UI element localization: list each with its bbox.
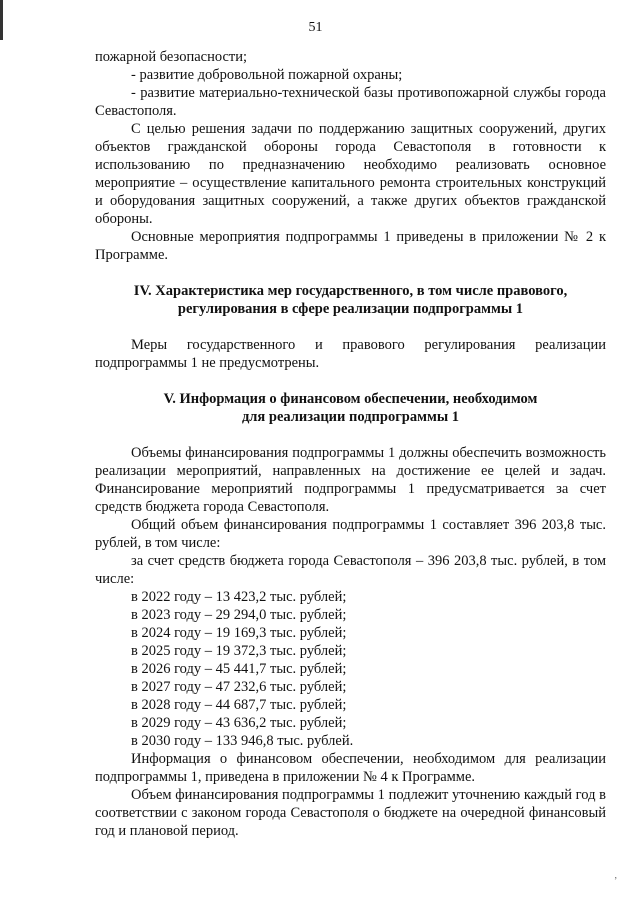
- section-5-paragraph-1: Объемы финансирования подпрограммы 1 должны обеспечить возможность реализации мероприятий, направленных на достижение ее целей и задач. Финансирование мероприятий подпрограммы 1 предусматривается за счет средств бюджета города Севастополя.: [95, 445, 606, 515]
- list-item-volunteer-fire: - развитие добровольной пожарной охраны;: [131, 67, 403, 83]
- section-5-heading: [95, 390, 606, 426]
- year-item-2026: в 2026 году – 45 441,7 тыс. рублей;: [131, 661, 347, 677]
- paragraph-continuation: пожарной безопасности;: [95, 49, 248, 65]
- corner-mark: ,: [614, 870, 617, 881]
- section-5-paragraph-2: Общий объем финансирования подпрограммы 1 составляет 396 203,8 тыс. рублей, в том числе:: [95, 517, 606, 551]
- year-item-2024: в 2024 году – 19 169,3 тыс. рублей;: [131, 625, 347, 641]
- list-item-fire-service-base: - развитие материально-технической базы противопожарной службы города Севастополя.: [95, 85, 606, 119]
- year-item-2027: в 2027 году – 47 232,6 тыс. рублей;: [131, 679, 347, 695]
- year-item-2030: в 2030 году – 133 946,8 тыс. рублей.: [131, 733, 354, 749]
- year-item-2029: в 2029 году – 43 636,2 тыс. рублей;: [131, 715, 347, 731]
- section-5-paragraph-4: Информация о финансовом обеспечении, необходимом для реализации подпрограммы 1, приведена в приложении № 4 к Программе.: [95, 751, 606, 785]
- document-body: [95, 48, 606, 840]
- section-4-heading: [95, 282, 606, 318]
- section-5-heading-line1: V. Информация о финансовом обеспечении, необходимом: [163, 391, 538, 407]
- paragraph-main-measures: Основные мероприятия подпрограммы 1 приведены в приложении № 2 к Программе.: [95, 229, 606, 263]
- yearly-funding-list: [95, 588, 606, 750]
- section-5-paragraph-5: Объем финансирования подпрограммы 1 подлежит уточнению каждый год в соответствии с законом города Севастополя о бюджете на очередной финансовый год и плановой период.: [95, 787, 606, 839]
- year-item-2025: в 2025 году – 19 372,3 тыс. рублей;: [131, 643, 347, 659]
- year-item-2028: в 2028 году – 44 687,7 тыс. рублей;: [131, 697, 347, 713]
- section-5-paragraph-3: за счет средств бюджета города Севастополя – 396 203,8 тыс. рублей, в том числе:: [95, 553, 606, 587]
- section-5-heading-line2: для реализации подпрограммы 1: [241, 409, 460, 425]
- paragraph-civil-defense: С целью решения задачи по поддержанию защитных сооружений, других объектов гражданской обороны города Севастополя в готовности к использованию по предназначению необходимо реализовать основное мероприятие – осуществление капитального ремонта строительных конструкций и оборудования защитных сооружений, а также других объектов гражданской обороны.: [95, 121, 606, 227]
- section-4-heading-line2: регулирования в сфере реализации подпрограммы 1: [177, 301, 524, 317]
- section-4-text: Меры государственного и правового регулирования реализации подпрограммы 1 не предусмотрены.: [95, 337, 606, 371]
- year-item-2023: в 2023 году – 29 294,0 тыс. рублей;: [131, 607, 347, 623]
- year-item-2022: в 2022 году – 13 423,2 тыс. рублей;: [131, 589, 347, 605]
- section-4-heading-line1: IV. Характеристика мер государственного, в том числе правового,: [133, 283, 568, 299]
- page-number: 51: [308, 20, 323, 35]
